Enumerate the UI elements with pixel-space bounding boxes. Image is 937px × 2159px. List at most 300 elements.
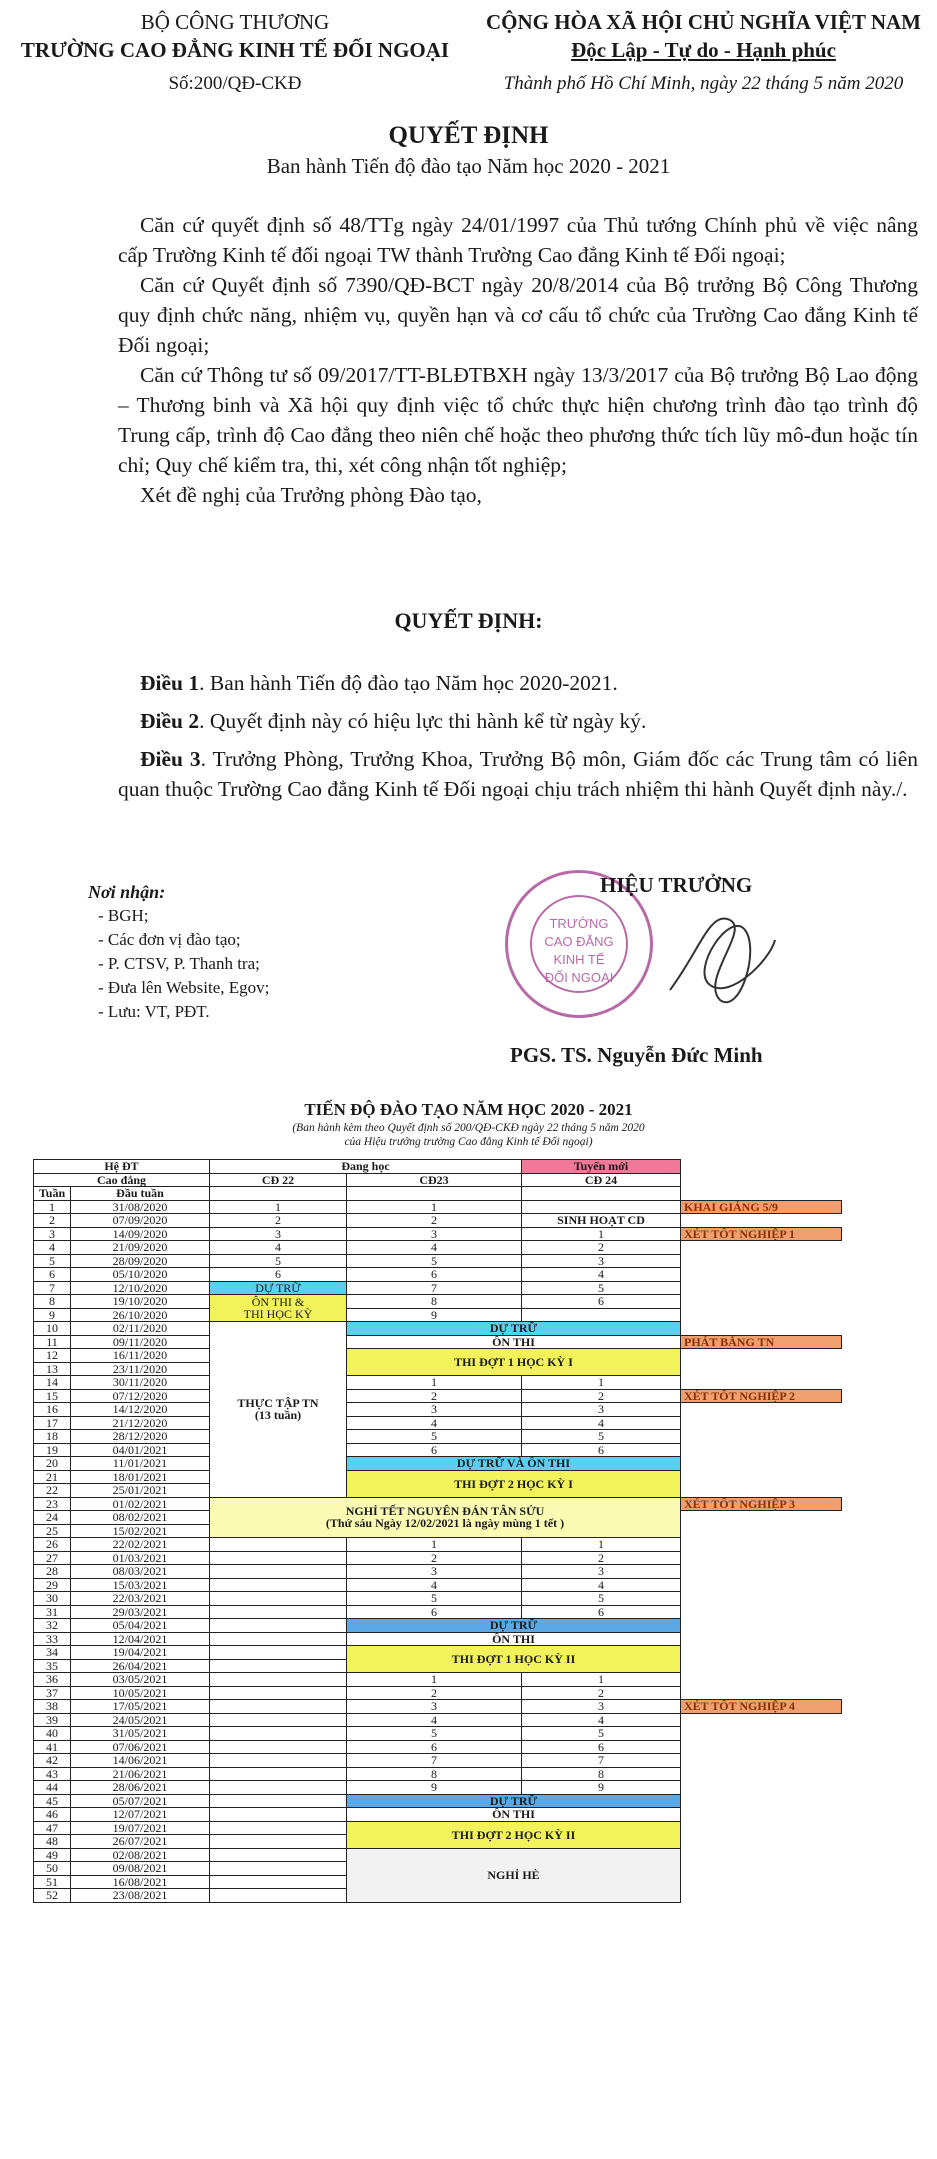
week-count-cell: 8 <box>347 1767 522 1781</box>
note-cell <box>681 1781 842 1795</box>
schedule-rows <box>34 1200 842 1902</box>
week-number: 29 <box>34 1578 71 1592</box>
activity-label: NGHỈ TẾT NGUYÊN ĐÁN TÂN SỬU <box>345 1504 545 1519</box>
week-count-cell: 2 <box>522 1551 681 1565</box>
note-cell <box>681 1794 842 1808</box>
note-cell <box>681 1754 842 1768</box>
week-start-date: 07/06/2021 <box>71 1740 210 1754</box>
table-row <box>34 1200 842 1214</box>
note-cell <box>681 1349 842 1363</box>
note-cell <box>681 1578 842 1592</box>
week-start-date: 14/09/2020 <box>71 1227 210 1241</box>
week-count-cell: 3 <box>210 1227 347 1241</box>
week-count-cell: 8 <box>347 1295 522 1309</box>
activity-cell <box>347 1646 681 1673</box>
week-start-date: 28/09/2020 <box>71 1254 210 1268</box>
activity-label: DỰ TRỮ <box>255 1280 301 1295</box>
week-count-cell <box>210 1862 347 1876</box>
article-2 <box>118 706 918 736</box>
ministry-name: BỘ CÔNG THƯƠNG <box>140 10 330 34</box>
milestone-note: PHÁT BẰNG TN <box>681 1335 842 1349</box>
week-number: 8 <box>34 1295 71 1309</box>
week-count-cell <box>210 1619 347 1633</box>
week-count-cell <box>210 1632 347 1646</box>
place-date: Thành phố Hồ Chí Minh, ngày 22 tháng 5 năm 2020 <box>503 73 904 94</box>
activity-cell <box>347 1848 681 1902</box>
week-number: 21 <box>34 1470 71 1484</box>
week-number: 7 <box>34 1281 71 1295</box>
table-row <box>34 1578 842 1592</box>
week-count-cell <box>210 1794 347 1808</box>
week-count-cell: 3 <box>522 1254 681 1268</box>
week-count-cell: 4 <box>210 1241 347 1255</box>
milestone-note: XÉT TỐT NGHIỆP 4 <box>681 1700 842 1714</box>
recipient-item: - P. CTSV, P. Thanh tra; <box>98 954 260 973</box>
article-text: . Ban hành Tiến độ đào tạo Năm học 2020-2021. <box>199 671 618 695</box>
week-number: 51 <box>34 1875 71 1889</box>
week-number: 27 <box>34 1551 71 1565</box>
schedule-subtitle: (Ban hành kèm theo Quyết định số 200/QĐ-CKĐ ngày 22 tháng 5 năm 2020 <box>292 1122 645 1134</box>
cell <box>210 1187 347 1201</box>
activity-label: ÔN THI <box>492 1334 535 1349</box>
table-row <box>34 1808 842 1822</box>
week-start-date: 14/06/2021 <box>71 1754 210 1768</box>
week-start-date: 12/07/2021 <box>71 1808 210 1822</box>
note-cell <box>681 1241 842 1255</box>
week-count-cell: 3 <box>522 1565 681 1579</box>
week-start-date: 08/03/2021 <box>71 1565 210 1579</box>
note-cell <box>681 1538 842 1552</box>
note-cell <box>681 1673 842 1687</box>
week-start-date: 16/11/2020 <box>71 1349 210 1363</box>
recipients <box>88 880 269 1024</box>
week-number: 24 <box>34 1511 71 1525</box>
week-start-date: 22/02/2021 <box>71 1538 210 1552</box>
week-start-date: 09/08/2021 <box>71 1862 210 1876</box>
week-count-cell <box>210 1889 347 1903</box>
week-start-date: 28/06/2021 <box>71 1781 210 1795</box>
article-1 <box>118 668 918 698</box>
week-start-date: 12/04/2021 <box>71 1632 210 1646</box>
note-cell <box>681 1713 842 1727</box>
signer-name: PGS. TS. Nguyễn Đức Minh <box>510 1043 763 1067</box>
preamble-item: Xét đề nghị của Trưởng phòng Đào tạo, <box>140 483 482 507</box>
note-cell <box>681 1592 842 1606</box>
week-count-cell: 1 <box>522 1376 681 1390</box>
activity-cell <box>347 1470 681 1497</box>
note-cell <box>681 1160 842 1174</box>
week-count-cell: 6 <box>347 1268 522 1282</box>
week-start-date: 11/01/2021 <box>71 1457 210 1471</box>
activity-cell <box>522 1214 681 1228</box>
decision-number: Số:200/QĐ-CKĐ <box>168 73 302 94</box>
week-start-date: 15/03/2021 <box>71 1578 210 1592</box>
week-count-cell: 2 <box>347 1389 522 1403</box>
note-cell <box>681 1875 842 1889</box>
week-count-cell: 3 <box>522 1700 681 1714</box>
week-count-cell <box>210 1578 347 1592</box>
week-count-cell <box>210 1686 347 1700</box>
week-count-cell <box>210 1565 347 1579</box>
week-start-date: 29/03/2021 <box>71 1605 210 1619</box>
week-count-cell: 4 <box>522 1578 681 1592</box>
week-count-cell: 9 <box>522 1781 681 1795</box>
note-cell <box>681 1659 842 1673</box>
week-count-cell <box>210 1673 347 1687</box>
week-count-cell <box>210 1781 347 1795</box>
note-cell <box>681 1632 842 1646</box>
week-count-cell: 6 <box>210 1268 347 1282</box>
week-number: 20 <box>34 1457 71 1471</box>
table-row <box>34 1686 842 1700</box>
table-row <box>34 1821 842 1835</box>
week-count-cell: 3 <box>347 1227 522 1241</box>
note-cell <box>681 1443 842 1457</box>
table-row <box>34 1848 842 1862</box>
recipient-item: - Lưu: VT, PĐT. <box>98 1002 210 1021</box>
week-count-cell: 9 <box>347 1781 522 1795</box>
table-row <box>34 1470 842 1484</box>
week-number: 6 <box>34 1268 71 1282</box>
week-count-cell <box>522 1200 681 1214</box>
table-row <box>34 1619 842 1633</box>
week-count-cell: 1 <box>522 1673 681 1687</box>
table-row <box>34 1308 842 1322</box>
table-row <box>34 1605 842 1619</box>
week-number: 3 <box>34 1227 71 1241</box>
week-number: 5 <box>34 1254 71 1268</box>
week-number: 10 <box>34 1322 71 1336</box>
week-start-date: 01/03/2021 <box>71 1551 210 1565</box>
week-count-cell <box>210 1659 347 1673</box>
activity-cell <box>347 1349 681 1376</box>
week-number: 4 <box>34 1241 71 1255</box>
activity-label: (13 tuần) <box>254 1408 302 1423</box>
table-row <box>34 1457 842 1471</box>
week-start-date: 17/05/2021 <box>71 1700 210 1714</box>
activity-label: ÔN THI & <box>251 1295 305 1309</box>
week-start-date: 05/04/2021 <box>71 1619 210 1633</box>
week-count-cell: 7 <box>347 1754 522 1768</box>
header-cell: Tuần <box>34 1187 71 1201</box>
note-cell <box>681 1889 842 1903</box>
table-row <box>34 1700 842 1714</box>
table-row <box>34 1565 842 1579</box>
activity-cell <box>347 1457 681 1471</box>
table-row <box>34 1335 842 1349</box>
week-count-cell <box>210 1700 347 1714</box>
week-count-cell: 2 <box>210 1214 347 1228</box>
week-count-cell: 9 <box>347 1308 522 1322</box>
week-count-cell: 1 <box>522 1227 681 1241</box>
week-number: 38 <box>34 1700 71 1714</box>
table-row <box>34 1241 842 1255</box>
activity-label: ÔN THI <box>492 1631 535 1646</box>
note-cell <box>681 1524 842 1538</box>
week-count-cell: 2 <box>347 1214 522 1228</box>
note-cell <box>681 1214 842 1228</box>
week-count-cell: 5 <box>347 1592 522 1606</box>
cell <box>522 1187 681 1201</box>
cell <box>347 1187 522 1201</box>
week-count-cell <box>210 1767 347 1781</box>
milestone-note: XÉT TỐT NGHIỆP 1 <box>681 1227 842 1241</box>
header-cell: CĐ 24 <box>522 1173 681 1187</box>
note-cell <box>681 1848 842 1862</box>
activity-cell <box>347 1619 681 1633</box>
week-count-cell: 3 <box>347 1700 522 1714</box>
note-cell <box>681 1173 842 1187</box>
activity-label: DỰ TRỮ <box>489 1618 538 1633</box>
note-cell <box>681 1470 842 1484</box>
activity-label: SINH HOẠT CD <box>557 1213 645 1228</box>
week-start-date: 18/01/2021 <box>71 1470 210 1484</box>
week-number: 37 <box>34 1686 71 1700</box>
week-count-cell: 5 <box>522 1430 681 1444</box>
week-count-cell: 6 <box>347 1605 522 1619</box>
table-row <box>34 1268 842 1282</box>
milestone-note: KHAI GIẢNG 5/9 <box>681 1200 842 1214</box>
week-count-cell <box>522 1308 681 1322</box>
note-cell <box>681 1416 842 1430</box>
week-count-cell <box>210 1727 347 1741</box>
week-count-cell: 5 <box>210 1254 347 1268</box>
week-start-date: 23/08/2021 <box>71 1889 210 1903</box>
week-start-date: 24/05/2021 <box>71 1713 210 1727</box>
activity-cell <box>347 1821 681 1848</box>
republic-name: CỘNG HÒA XÃ HỘI CHỦ NGHĨA VIỆT NAM <box>485 10 922 34</box>
table-row <box>34 1551 842 1565</box>
table-row <box>34 1254 842 1268</box>
week-count-cell: 5 <box>347 1254 522 1268</box>
header-cell: Tuyển mới <box>522 1160 681 1174</box>
week-start-date: 19/10/2020 <box>71 1295 210 1309</box>
note-cell <box>681 1268 842 1282</box>
activity-cell <box>347 1335 681 1349</box>
week-number: 9 <box>34 1308 71 1322</box>
recipient-item: - BGH; <box>98 906 149 925</box>
week-count-cell <box>210 1592 347 1606</box>
week-start-date: 16/08/2021 <box>71 1875 210 1889</box>
seal-line: KINH TẾ <box>553 952 605 967</box>
table-row <box>34 1497 842 1511</box>
week-start-date: 31/05/2021 <box>71 1727 210 1741</box>
schedule-table <box>33 1159 842 1903</box>
table-row <box>34 1403 842 1417</box>
week-count-cell: 3 <box>522 1403 681 1417</box>
week-count-cell <box>210 1713 347 1727</box>
note-cell <box>681 1821 842 1835</box>
table-row <box>34 1430 842 1444</box>
week-number: 43 <box>34 1767 71 1781</box>
week-count-cell <box>210 1551 347 1565</box>
week-number: 46 <box>34 1808 71 1822</box>
week-count-cell: 6 <box>522 1740 681 1754</box>
week-number: 28 <box>34 1565 71 1579</box>
note-cell <box>681 1362 842 1376</box>
week-count-cell: 5 <box>522 1592 681 1606</box>
week-start-date: 19/04/2021 <box>71 1646 210 1660</box>
note-cell <box>681 1308 842 1322</box>
week-count-cell: 6 <box>347 1740 522 1754</box>
note-cell <box>681 1551 842 1565</box>
week-count-cell: 2 <box>522 1686 681 1700</box>
week-count-cell: 1 <box>347 1376 522 1390</box>
table-row <box>34 1295 842 1309</box>
table-row <box>34 1754 842 1768</box>
week-count-cell: 4 <box>347 1578 522 1592</box>
table-row <box>34 1727 842 1741</box>
table-row <box>34 1227 842 1241</box>
table-row <box>34 1740 842 1754</box>
week-count-cell <box>210 1835 347 1849</box>
week-number: 16 <box>34 1403 71 1417</box>
recipient-item: - Các đơn vị đào tạo; <box>98 930 241 949</box>
activity-label: THI ĐỢT 2 HỌC KỲ II <box>451 1827 576 1842</box>
week-start-date: 04/01/2021 <box>71 1443 210 1457</box>
week-number: 33 <box>34 1632 71 1646</box>
activity-label: DỰ TRỮ <box>489 1321 538 1336</box>
article-text: . Trưởng Phòng, Trưởng Khoa, Trưởng Bộ môn, Giám đốc các Trung tâm có liên quan thuộc Trường Cao đẳng Kinh tế Đối ngoại chịu trách nhiệm thi hành Quyết định này./. <box>118 747 918 801</box>
week-start-date: 12/10/2020 <box>71 1281 210 1295</box>
week-number: 49 <box>34 1848 71 1862</box>
week-start-date: 05/07/2021 <box>71 1794 210 1808</box>
week-count-cell: 4 <box>347 1713 522 1727</box>
week-start-date: 23/11/2020 <box>71 1362 210 1376</box>
week-start-date: 19/07/2021 <box>71 1821 210 1835</box>
header-cell: CĐ23 <box>347 1173 522 1187</box>
week-count-cell <box>210 1875 347 1889</box>
week-number: 22 <box>34 1484 71 1498</box>
week-number: 34 <box>34 1646 71 1660</box>
week-count-cell: 2 <box>522 1389 681 1403</box>
handwritten-signature <box>660 890 780 1020</box>
week-count-cell: 6 <box>347 1443 522 1457</box>
week-start-date: 07/09/2020 <box>71 1214 210 1228</box>
week-start-date: 26/07/2021 <box>71 1835 210 1849</box>
preamble <box>118 210 918 510</box>
week-number: 25 <box>34 1524 71 1538</box>
page-subtitle: Ban hành Tiến độ đào tạo Năm học 2020 - 2021 <box>266 154 671 178</box>
week-number: 26 <box>34 1538 71 1552</box>
week-start-date: 22/03/2021 <box>71 1592 210 1606</box>
week-number: 47 <box>34 1821 71 1835</box>
note-cell <box>681 1322 842 1336</box>
page-title: QUYẾT ĐỊNH <box>388 122 549 149</box>
table-row <box>34 1592 842 1606</box>
week-count-cell <box>210 1754 347 1768</box>
activity-label: THI ĐỢT 1 HỌC KỲ I <box>454 1355 573 1369</box>
week-number: 44 <box>34 1781 71 1795</box>
note-cell <box>681 1403 842 1417</box>
table-row <box>34 1214 842 1228</box>
week-number: 12 <box>34 1349 71 1363</box>
activity-cell <box>210 1281 347 1295</box>
table-row <box>34 1389 842 1403</box>
article-label: Điều 1 <box>140 671 200 695</box>
week-number: 18 <box>34 1430 71 1444</box>
week-number: 45 <box>34 1794 71 1808</box>
week-number: 30 <box>34 1592 71 1606</box>
preamble-item: Căn cứ Quyết định số 7390/QĐ-BCT ngày 20/8/2014 của Bộ trưởng Bộ Công Thương quy định chức năng, nhiệm vụ, quyền hạn và cơ cấu tổ chức của Trường Cao đẳng Kinh tế Đối ngoại; <box>118 273 918 357</box>
note-cell <box>681 1808 842 1822</box>
week-count-cell <box>210 1848 347 1862</box>
week-number: 32 <box>34 1619 71 1633</box>
activity-cell <box>347 1794 681 1808</box>
note-cell <box>681 1835 842 1849</box>
week-count-cell: 4 <box>522 1713 681 1727</box>
seal-line: CAO ĐẲNG <box>544 934 614 949</box>
week-count-cell <box>210 1538 347 1552</box>
week-number: 52 <box>34 1889 71 1903</box>
note-cell <box>681 1457 842 1471</box>
table-row <box>34 1673 842 1687</box>
note-cell <box>681 1511 842 1525</box>
activity-label: ÔN THI <box>492 1807 535 1822</box>
week-number: 13 <box>34 1362 71 1376</box>
activity-cell <box>347 1322 681 1336</box>
republic-block <box>470 8 937 98</box>
week-number: 40 <box>34 1727 71 1741</box>
week-start-date: 09/11/2020 <box>71 1335 210 1349</box>
note-cell <box>681 1619 842 1633</box>
week-number: 11 <box>34 1335 71 1349</box>
note-cell <box>681 1484 842 1498</box>
week-count-cell: 1 <box>347 1538 522 1552</box>
activity-label: NGHỈ HÈ <box>487 1868 540 1882</box>
table-row <box>34 1646 842 1660</box>
note-cell <box>681 1565 842 1579</box>
activity-label: DỰ TRỮ VÀ ÔN THI <box>456 1456 571 1471</box>
week-start-date: 31/08/2020 <box>71 1200 210 1214</box>
table-row <box>34 1781 842 1795</box>
week-start-date: 05/10/2020 <box>71 1268 210 1282</box>
week-count-cell: 2 <box>347 1551 522 1565</box>
week-count-cell: 1 <box>522 1538 681 1552</box>
week-count-cell: 4 <box>347 1416 522 1430</box>
activity-label: THI HỌC KỲ <box>243 1307 313 1321</box>
activity-label: THI ĐỢT 2 HỌC KỲ I <box>454 1476 573 1491</box>
week-start-date: 26/04/2021 <box>71 1659 210 1673</box>
week-start-date: 21/09/2020 <box>71 1241 210 1255</box>
week-count-cell <box>210 1605 347 1619</box>
note-cell <box>681 1646 842 1660</box>
table-row <box>34 1538 842 1552</box>
week-count-cell: 5 <box>347 1430 522 1444</box>
national-motto: Độc Lập - Tự do - Hạnh phúc <box>571 38 836 62</box>
week-start-date: 01/02/2021 <box>71 1497 210 1511</box>
header-cell: Hệ ĐT <box>34 1160 210 1174</box>
activity-label: (Thứ sáu Ngày 12/02/2021 là ngày mùng 1 tết ) <box>325 1516 565 1531</box>
table-row <box>34 1416 842 1430</box>
week-start-date: 02/11/2020 <box>71 1322 210 1336</box>
header-cell: Đầu tuần <box>71 1187 210 1201</box>
note-cell <box>681 1605 842 1619</box>
week-count-cell: 4 <box>522 1416 681 1430</box>
week-number: 15 <box>34 1389 71 1403</box>
week-count-cell <box>210 1740 347 1754</box>
week-start-date: 07/12/2020 <box>71 1389 210 1403</box>
table-row <box>34 1349 842 1363</box>
note-cell <box>681 1686 842 1700</box>
table-row <box>34 1794 842 1808</box>
week-start-date: 26/10/2020 <box>71 1308 210 1322</box>
week-count-cell: 5 <box>522 1727 681 1741</box>
signer-title: HIỆU TRƯỞNG <box>600 873 753 897</box>
week-number: 31 <box>34 1605 71 1619</box>
milestone-note: XÉT TỐT NGHIỆP 2 <box>681 1389 842 1403</box>
table-row <box>34 1713 842 1727</box>
